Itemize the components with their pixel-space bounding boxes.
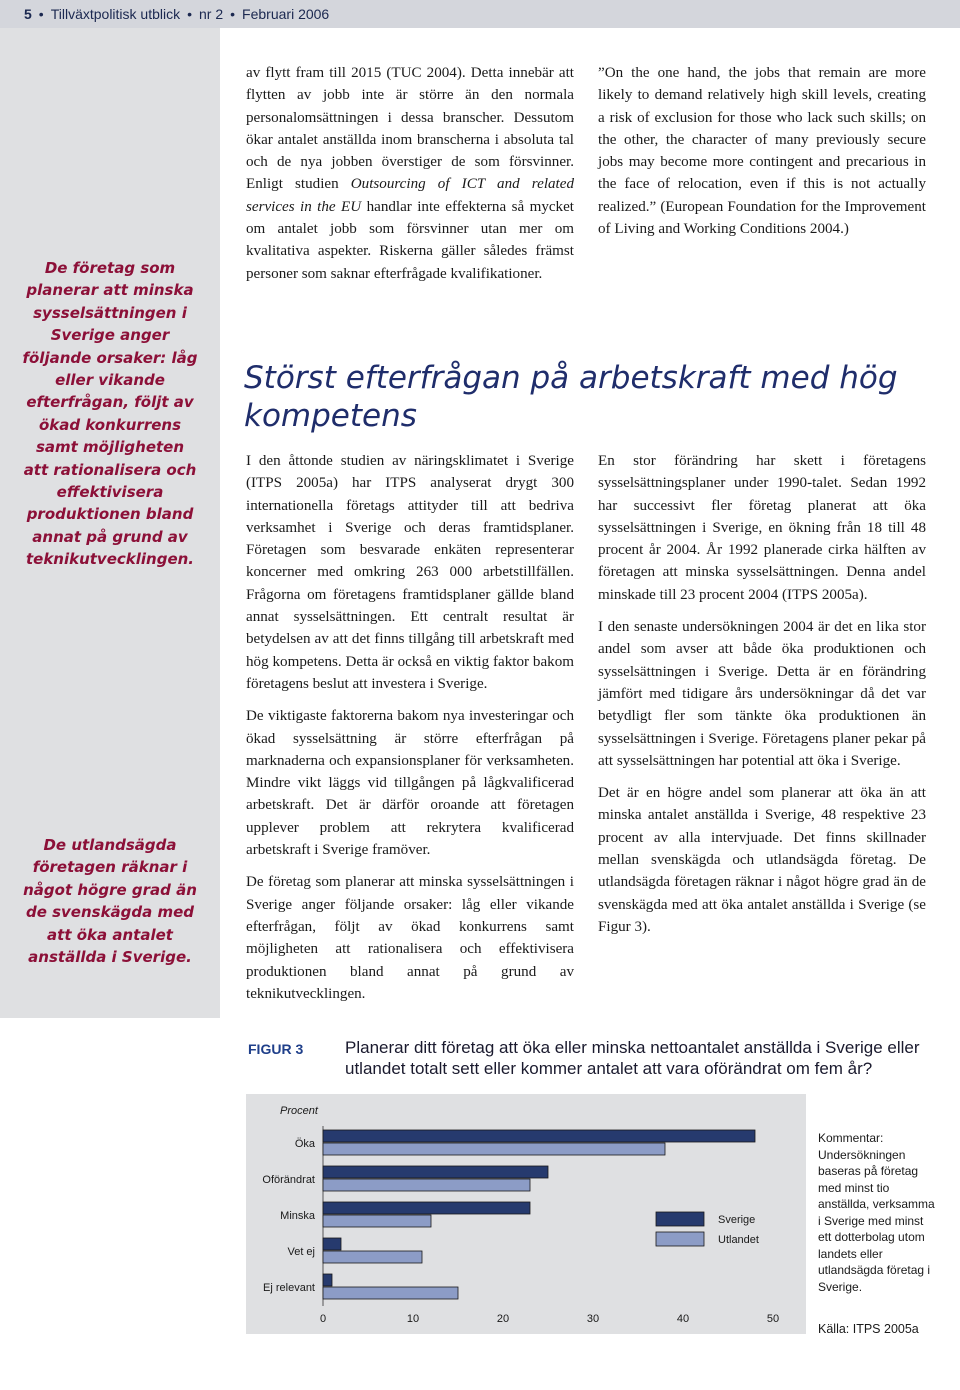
category-label: Vet ej	[287, 1246, 315, 1258]
header-text: 5 • Tillväxtpolitisk utblick • nr 2 • Februari 2006	[24, 6, 330, 22]
section-column-left	[246, 450, 574, 1015]
category-label: Oförändrat	[262, 1174, 315, 1186]
bar-utlandet	[323, 1215, 431, 1227]
body-paragraph: Det är en högre andel som planerar att öka än att minska antalet anställda i Sverige, 48 respektive 23 procent av alla intervjuade. Det finns skillnader mellan svenskägda och utlandsägda företag. De utlandsägda företagen räknar i något högre grad än de svenskägda med att öka antalet anställda i Sverige (se Figur 3).	[598, 785, 926, 935]
pullquote-foreign-owned: De utlandsägda företagen räknar i något högre grad än de svenskägda med att öka antalet anställda i Sverige.	[23, 836, 197, 967]
publication-name: Tillväxtpolitisk utblick	[50, 6, 181, 22]
chart-ylabel: Procent	[280, 1105, 318, 1117]
legend-label-sverige: Sverige	[718, 1214, 756, 1226]
bar-sverige	[323, 1166, 548, 1178]
bar-sverige	[323, 1130, 755, 1142]
x-tick-label: 50	[766, 1313, 780, 1325]
figure-source: Källa: ITPS 2005a	[818, 1322, 919, 1336]
bar-utlandet	[323, 1143, 665, 1155]
bar-utlandet	[323, 1179, 530, 1191]
body-paragraph: En stor förändring har skett i företagens sysselsättningsplaner under 1990-talet. Sedan 1992 har successivt fler företag planerat att öka sysselsättningen i Sverige, en ökning från 18 till 48 procent år 2004. År 1992 planerade cirka hälften av företagen att minska sysselsättningen. Denna andel minskade till 23 procent 2004 (ITPS 2005a).	[598, 453, 926, 603]
section-column-right	[598, 450, 926, 948]
bar-chart	[246, 1094, 806, 1334]
top-column-left	[246, 62, 574, 295]
category-label: Ej relevant	[263, 1282, 315, 1294]
section-heading: Störst efterfrågan på arbetskraft med hög kompetens	[244, 360, 898, 434]
category-label: Minska	[280, 1210, 315, 1222]
legend-swatch-sverige	[656, 1212, 704, 1226]
page-header	[0, 0, 960, 28]
issue-date: Februari 2006	[242, 6, 330, 22]
figure-label: FIGUR 3	[248, 1041, 304, 1057]
figure-comment: Kommentar: Undersökningen baseras på företag med minst tio anställda, verksamma i Sverige med minst ett dotterbolag utom landets eller utlandsägda företag i Sverige.	[818, 1131, 935, 1294]
chart-panel	[246, 1094, 806, 1334]
x-tick-label: 0	[319, 1313, 327, 1325]
pullquote-reasons: De företag som planerar att minska sysselsättningen i Sverige anger följande orsaker: låg eller vikande efterfrågan, följt av ökad konkurrens samt möjligheten att rationalisera och effektivisera produktionen bland annat på grund av teknikutvecklingen.	[22, 259, 198, 569]
bar-sverige	[323, 1202, 530, 1214]
body-paragraph: De företag som planerar att minska sysselsättningen i Sverige anger följande orsaker: låg eller vikande efterfrågan, följt av ökad konkurrens samt möjligheten att rationalisera och effektivisera produktionen bland annat på grund av teknikutvecklingen.	[246, 874, 574, 1002]
x-tick-label: 10	[406, 1313, 420, 1325]
bar-sverige	[323, 1238, 341, 1250]
body-paragraph: av flytt fram till 2015 (TUC 2004). Detta innebär att flytten av jobb inte är större än den normala personalomsättningen i dessa branscher. Dessutom ökar antalet anställda inom branscherna i absoluta tal och de nya jobben överstiger de som försvinner. Enligt studien Outsourcing of ICT and related services in the EU handlar inte effekterna så mycket om antalet jobb som försvinner utan mer om kvalitativa aspekter. Riskerna gäller således främst personer som saknar efterfrågade kvalifikationer.	[246, 65, 574, 282]
x-tick-label: 40	[676, 1313, 690, 1325]
figure-title: Planerar ditt företag att öka eller minska nettoantalet anställda i Sverige eller utlandet totalt sett eller kommer antalet att vara oförändrat om fem år?	[345, 1038, 920, 1078]
category-label: Öka	[294, 1138, 315, 1150]
bar-utlandet	[323, 1287, 458, 1299]
issue-number: nr 2	[199, 6, 224, 22]
legend-swatch-utlandet	[656, 1232, 704, 1246]
legend-label-utlandet: Utlandet	[718, 1234, 759, 1246]
study-title: Outsourcing of ICT and related services in the EU	[246, 176, 574, 215]
body-paragraph: I den senaste undersökningen 2004 är det en lika stor andel som avser att både öka produktionen och sysselsättningen i Sverige. Detta är en förändring jämfört med tidigare års undersökningar då det var betydligt fler som tänkte öka produktionen än sysselsättningen i Sverige. Företagens planer pekar på att sysselsättningen har potential att öka i Sverige.	[598, 619, 926, 769]
x-tick-label: 30	[586, 1313, 600, 1325]
body-paragraph: De viktigaste faktorerna bakom nya investeringar och ökad sysselsättning är större efterfrågan på marknaderna och expansionsplaner för verksamheten. Mindre vikt läggs vid tillgången på lågkvalificerad arbetskraft. Det är därför oroande att företagen upplever problem att rekrytera kvalificerad arbetskraft i Sverige framöver.	[246, 708, 574, 859]
quote-paragraph: ”On the one hand, the jobs that remain are more likely to demand relatively high skill levels, creating a risk of exclusion for those who lack such skills; on the other, the character of many previously secure jobs may become more contingent and precarious in the face of relocation, even if this is not actually realized.” (European Foundation for the Improvement of Living and Working Conditions 2004.)	[598, 65, 926, 238]
page-number: 5	[24, 6, 32, 22]
x-tick-label: 20	[496, 1313, 510, 1325]
top-column-right	[598, 62, 926, 250]
body-paragraph: I den åttonde studien av näringsklimatet i Sverige (ITPS 2005a) har ITPS analyserat drygt 300 internationella företags attityder till att bedriva verksamhet i Sverige och deras framtidsplaner. Företagen som besvarade enkäten representerar koncerner med omkring 263 000 arbetstillfällen. Frågorna om företagens framtidsplaner gällde bland annat sysselsättningen. Ett centralt resultat är betydelsen av att det finns tillgång till arbetskraft med hög kompetens. Detta är också en viktig faktor bakom företagens beslut att investera i Sverige.	[246, 453, 574, 692]
bar-sverige	[323, 1274, 332, 1286]
bar-utlandet	[323, 1251, 422, 1263]
